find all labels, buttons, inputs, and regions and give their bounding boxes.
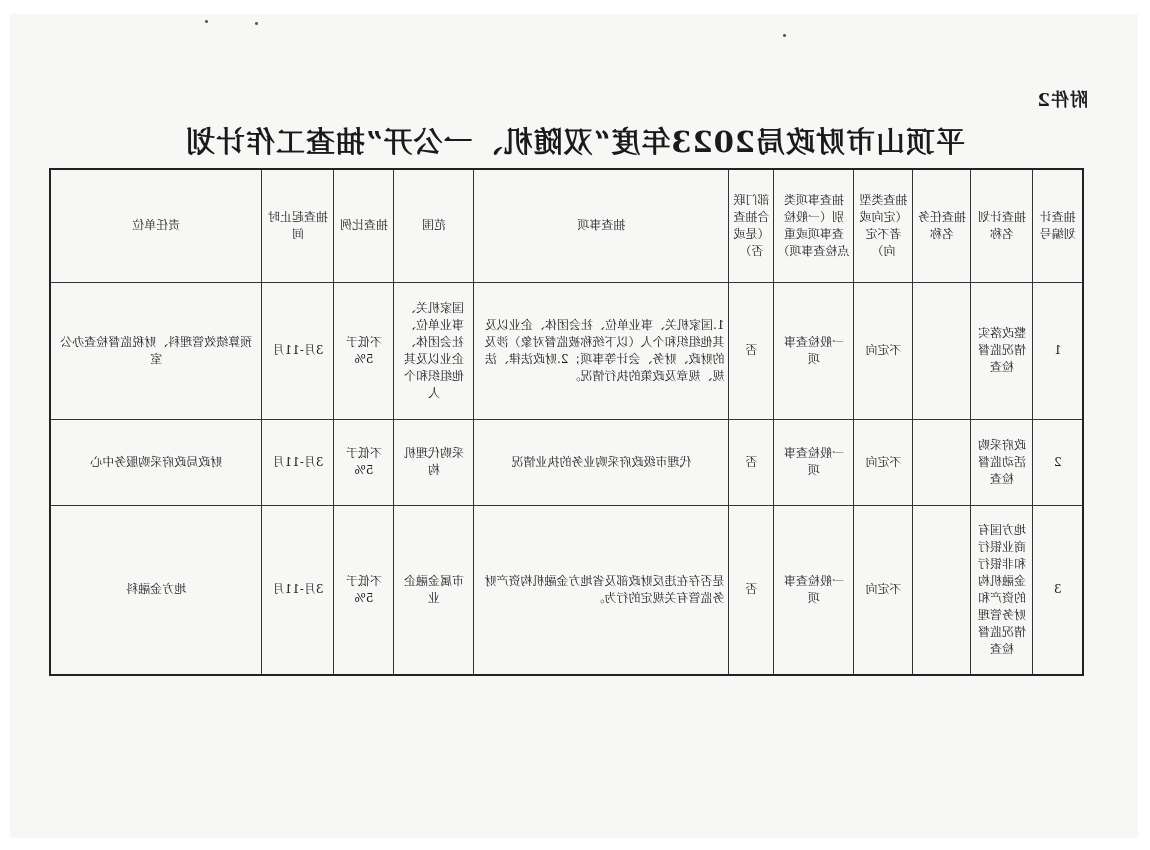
cell-type: 不定向 xyxy=(854,282,913,419)
cell-type: 不定向 xyxy=(854,419,913,505)
cell-plan-no: 3 xyxy=(1033,505,1083,675)
header-category: 抽查事项类别（一般检查事项或重点检查事项） xyxy=(774,169,854,282)
cell-joint: 否 xyxy=(729,419,774,505)
cell-plan-no: 2 xyxy=(1033,419,1083,505)
cell-ratio: 不低于5% xyxy=(334,282,394,419)
table-row xyxy=(50,505,1083,675)
scan-speck xyxy=(205,20,208,23)
cell-period: 3月-11月 xyxy=(262,282,334,419)
table-row xyxy=(50,419,1083,505)
cell-category: 一般检查事项 xyxy=(774,282,854,419)
cell-category: 一般检查事项 xyxy=(774,419,854,505)
cell-item: 代理市级政府采购业务的执业情况 xyxy=(474,419,729,505)
header-item: 抽查事项 xyxy=(474,169,729,282)
cell-period: 3月-11月 xyxy=(262,419,334,505)
cell-scope: 市属金融企业 xyxy=(394,505,474,675)
cell-unit: 地方金融科 xyxy=(50,505,262,675)
header-ratio: 抽查比例 xyxy=(334,169,394,282)
cell-plan-name: 政府采购活动监督检查 xyxy=(971,419,1033,505)
cell-category: 一般检查事项 xyxy=(774,505,854,675)
header-period: 抽查起止时间 xyxy=(262,169,334,282)
cell-plan-name: 整改落实情况监督检查 xyxy=(971,282,1033,419)
cell-ratio: 不低于5% xyxy=(334,419,394,505)
header-unit: 责任单位 xyxy=(50,169,262,282)
document-title: 平顶山市财政局2023年度“双随机、一公开”抽查工作计划 xyxy=(184,125,966,159)
scan-speck xyxy=(255,22,258,25)
cell-task-name xyxy=(913,505,971,675)
cell-scope: 国家机关、事业单位、社会团体、企业以及其他组织和个人 xyxy=(394,282,474,419)
cell-period: 3月-11月 xyxy=(262,505,334,675)
cell-plan-name: 地方国有商业银行和非银行金融机构的资产和财务管理情况监督检查 xyxy=(971,505,1033,675)
cell-plan-no: 1 xyxy=(1033,282,1083,419)
cell-joint: 否 xyxy=(729,505,774,675)
header-plan-name: 抽查计划名称 xyxy=(971,169,1033,282)
cell-item: 是否存在违反财政部及省地方金融机构资产财务监管有关规定的行为。 xyxy=(474,505,729,675)
cell-type: 不定向 xyxy=(854,505,913,675)
scan-speck xyxy=(783,34,786,37)
cell-unit: 预算绩效管理科、财税监督检查办公室 xyxy=(50,282,262,419)
cell-task-name xyxy=(913,282,971,419)
table-row xyxy=(50,282,1083,419)
header-joint: 部门联合抽查（是或否） xyxy=(729,169,774,282)
cell-unit: 财政局政府采购服务中心 xyxy=(50,419,262,505)
cell-scope: 采购代理机构 xyxy=(394,419,474,505)
cell-task-name xyxy=(913,419,971,505)
header-type: 抽查类型（定向或者不定向） xyxy=(854,169,913,282)
header-plan-no: 抽查计划编号 xyxy=(1033,169,1083,282)
table-header-row xyxy=(50,169,1083,282)
header-task-name: 抽查任务名称 xyxy=(913,169,971,282)
plan-table xyxy=(49,168,1084,676)
cell-item: 1.国家机关、事业单位、社会团体、企业以及其他组织和个人（以下统称被监督对象）涉及的财政、财务、会计等事项；2.财政法律、法规、规章及政策的执行情况。 xyxy=(474,282,729,419)
attachment-label: 附件2 xyxy=(1036,90,1088,111)
cell-ratio: 不低于5% xyxy=(334,505,394,675)
cell-joint: 否 xyxy=(729,282,774,419)
header-scope: 范围 xyxy=(394,169,474,282)
